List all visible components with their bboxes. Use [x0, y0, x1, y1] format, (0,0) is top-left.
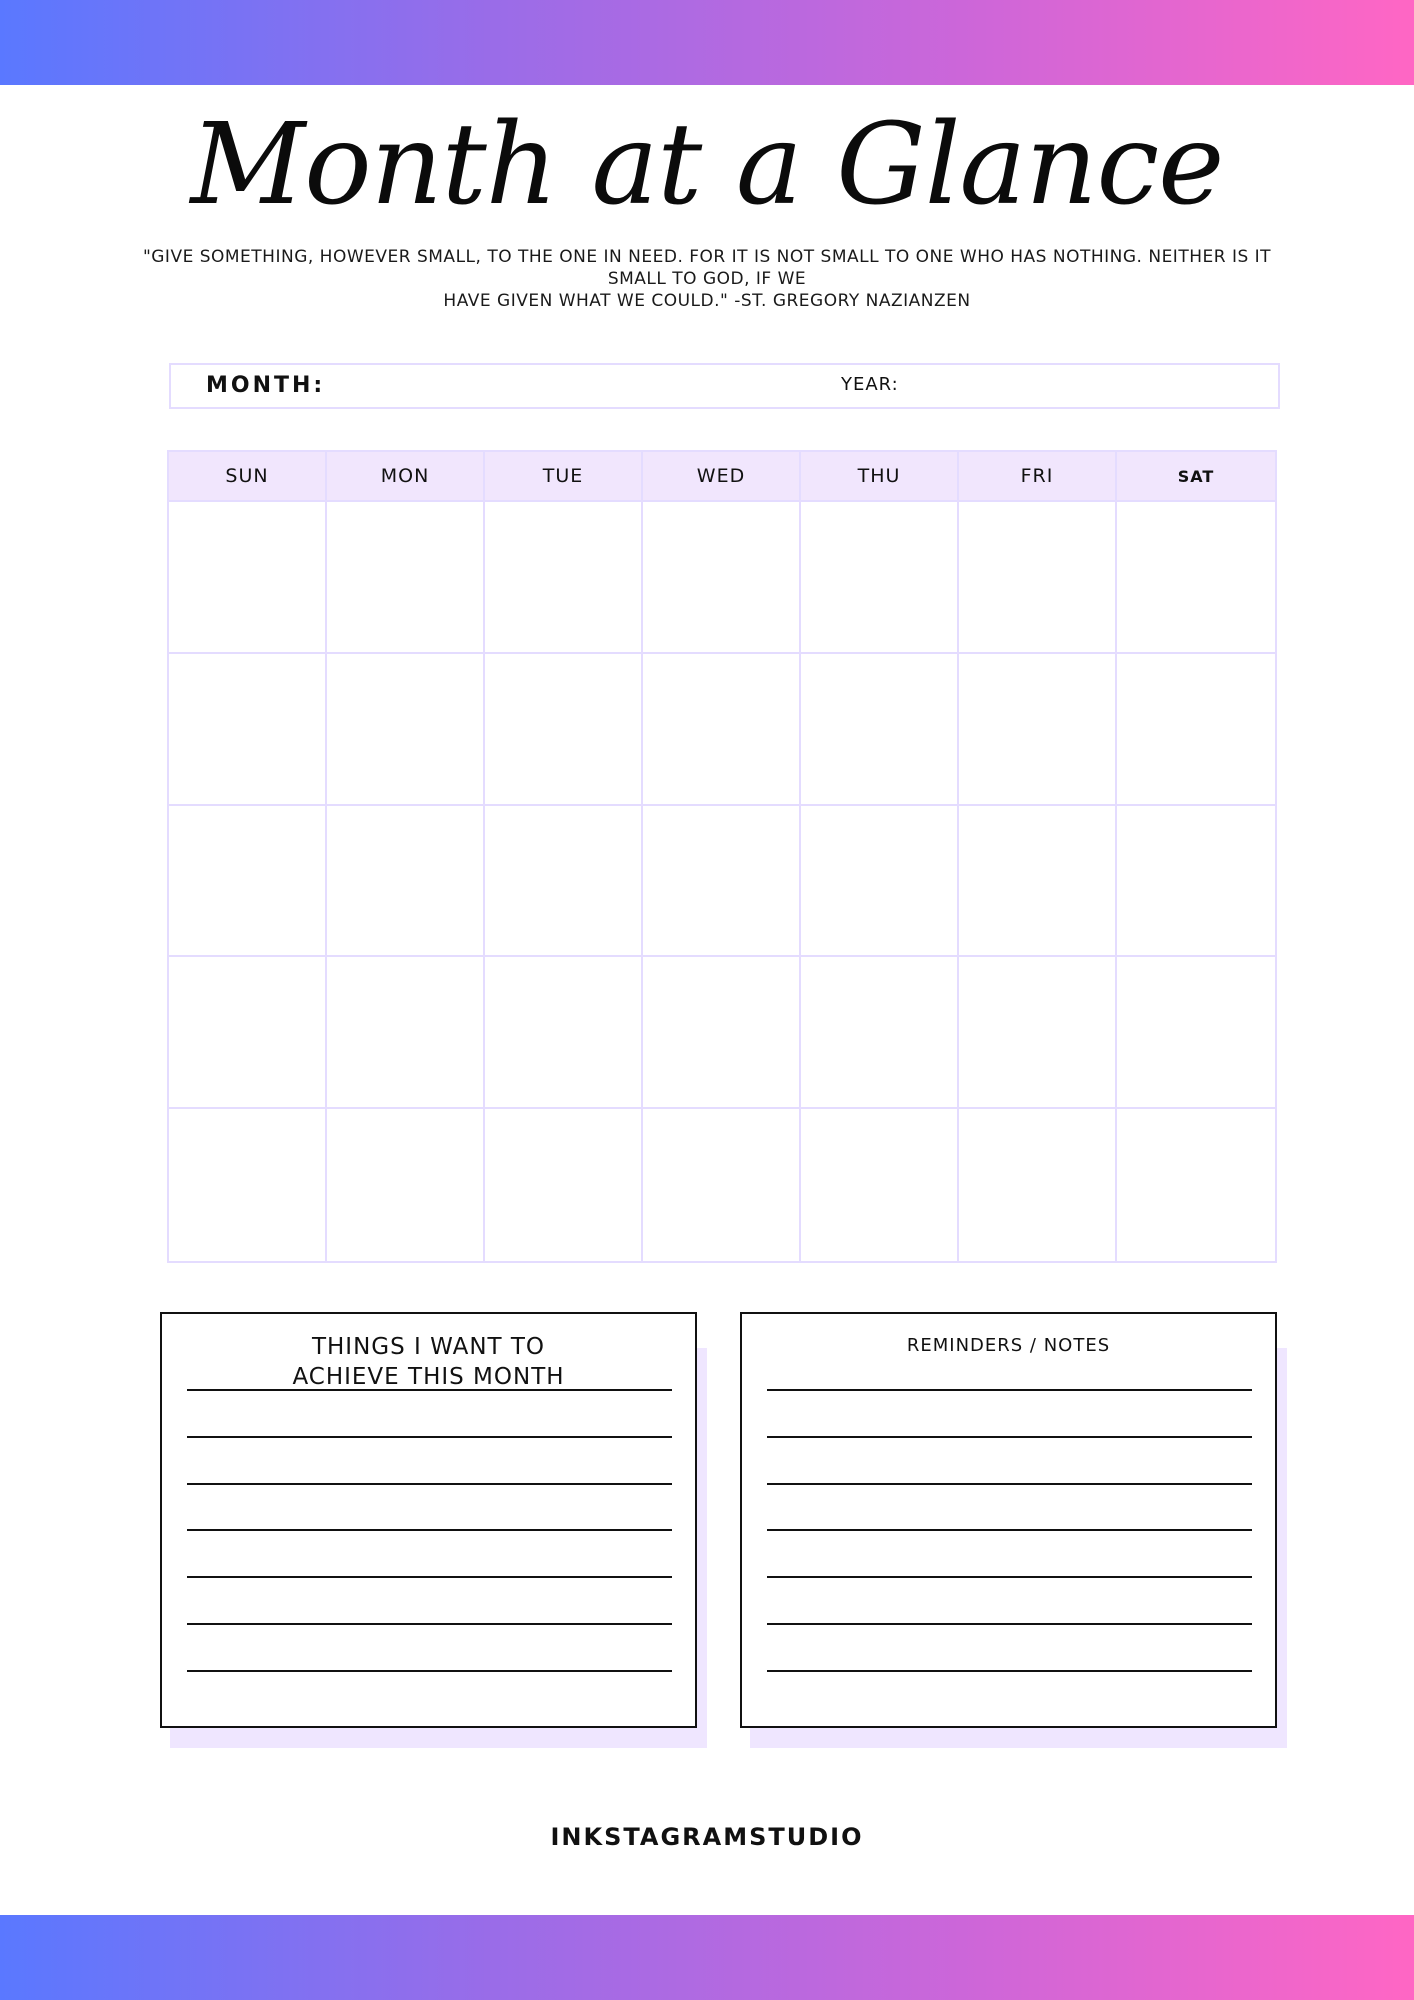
calendar-cell[interactable] — [327, 1109, 485, 1261]
writing-line[interactable] — [767, 1670, 1252, 1672]
calendar-cell[interactable] — [485, 502, 643, 654]
writing-line[interactable] — [767, 1576, 1252, 1578]
day-header-thu: THU — [801, 452, 959, 502]
writing-line[interactable] — [767, 1529, 1252, 1531]
calendar-cell[interactable] — [1117, 654, 1275, 806]
page-title: Month at a Glance — [190, 100, 1224, 230]
day-header-fri: FRI — [959, 452, 1117, 502]
calendar-cell[interactable] — [485, 1109, 643, 1261]
writing-line[interactable] — [187, 1576, 672, 1578]
calendar-cell[interactable] — [959, 957, 1117, 1109]
writing-line[interactable] — [187, 1670, 672, 1672]
calendar-cell[interactable] — [1117, 806, 1275, 958]
writing-line[interactable] — [767, 1483, 1252, 1485]
quote-line-3: HAVE GIVEN WHAT WE COULD." -ST. GREGORY NAZIANZEN — [443, 291, 971, 311]
calendar-cell[interactable] — [327, 654, 485, 806]
calendar-cell[interactable] — [801, 502, 959, 654]
brand-footer: INKSTAGRAMSTUDIO — [550, 1823, 864, 1851]
writing-line[interactable] — [187, 1623, 672, 1625]
goals-title-line-1: THINGS I WANT TO — [311, 1334, 546, 1360]
calendar-cell[interactable] — [485, 654, 643, 806]
calendar-cell[interactable] — [801, 806, 959, 958]
calendar-cell[interactable] — [959, 806, 1117, 958]
calendar-grid — [167, 450, 1277, 1263]
top-gradient-band — [0, 0, 1414, 85]
calendar-cell[interactable] — [643, 1109, 801, 1261]
day-header-sun: SUN — [169, 452, 327, 502]
day-header-tue: TUE — [485, 452, 643, 502]
quote-line-1: "GIVE SOMETHING, HOWEVER SMALL, TO THE ONE IN NEED. FOR IT IS NOT SMALL TO ONE WHO HAS NOTHING. NEITHER IS IT — [142, 247, 1272, 267]
notes-panel — [740, 1312, 1277, 1728]
calendar-cell[interactable] — [327, 806, 485, 958]
calendar-cell[interactable] — [1117, 1109, 1275, 1261]
calendar-cell[interactable] — [169, 502, 327, 654]
notes-panel-box[interactable] — [740, 1312, 1277, 1728]
calendar-cell[interactable] — [959, 654, 1117, 806]
year-label: YEAR: — [841, 374, 899, 395]
writing-line[interactable] — [187, 1389, 672, 1391]
calendar-cell[interactable] — [169, 654, 327, 806]
calendar-cell[interactable] — [643, 806, 801, 958]
day-header-sat: SAT — [1117, 452, 1275, 502]
calendar-cell[interactable] — [643, 957, 801, 1109]
calendar-cell[interactable] — [485, 806, 643, 958]
calendar-cell[interactable] — [169, 957, 327, 1109]
notes-panel-title: REMINDERS / NOTES — [906, 1335, 1111, 1356]
calendar-cell[interactable] — [1117, 502, 1275, 654]
calendar-cell[interactable] — [801, 654, 959, 806]
quote-line-2: SMALL TO GOD, IF WE — [607, 269, 807, 289]
calendar-cell[interactable] — [643, 502, 801, 654]
calendar-cell[interactable] — [959, 502, 1117, 654]
calendar-cell[interactable] — [169, 1109, 327, 1261]
calendar-cell[interactable] — [801, 957, 959, 1109]
goals-panel-title — [162, 1332, 695, 1392]
calendar-cell[interactable] — [169, 806, 327, 958]
writing-line[interactable] — [767, 1623, 1252, 1625]
goals-title-line-2: ACHIEVE THIS MONTH — [292, 1364, 565, 1390]
month-label: MONTH: — [206, 373, 326, 398]
calendar-cell[interactable] — [327, 502, 485, 654]
goals-panel — [160, 1312, 697, 1728]
day-header-mon: MON — [327, 452, 485, 502]
calendar-cell[interactable] — [801, 1109, 959, 1261]
goals-panel-box[interactable] — [160, 1312, 697, 1728]
quote — [20, 246, 1394, 312]
calendar-cell[interactable] — [327, 957, 485, 1109]
writing-line[interactable] — [767, 1389, 1252, 1391]
writing-line[interactable] — [187, 1529, 672, 1531]
calendar-cell[interactable] — [643, 654, 801, 806]
writing-line[interactable] — [767, 1436, 1252, 1438]
month-year-field[interactable] — [169, 363, 1280, 409]
day-header-wed: WED — [643, 452, 801, 502]
calendar-cell[interactable] — [1117, 957, 1275, 1109]
bottom-gradient-band — [0, 1915, 1414, 2000]
writing-line[interactable] — [187, 1483, 672, 1485]
calendar-cell[interactable] — [959, 1109, 1117, 1261]
calendar-cell[interactable] — [485, 957, 643, 1109]
writing-line[interactable] — [187, 1436, 672, 1438]
